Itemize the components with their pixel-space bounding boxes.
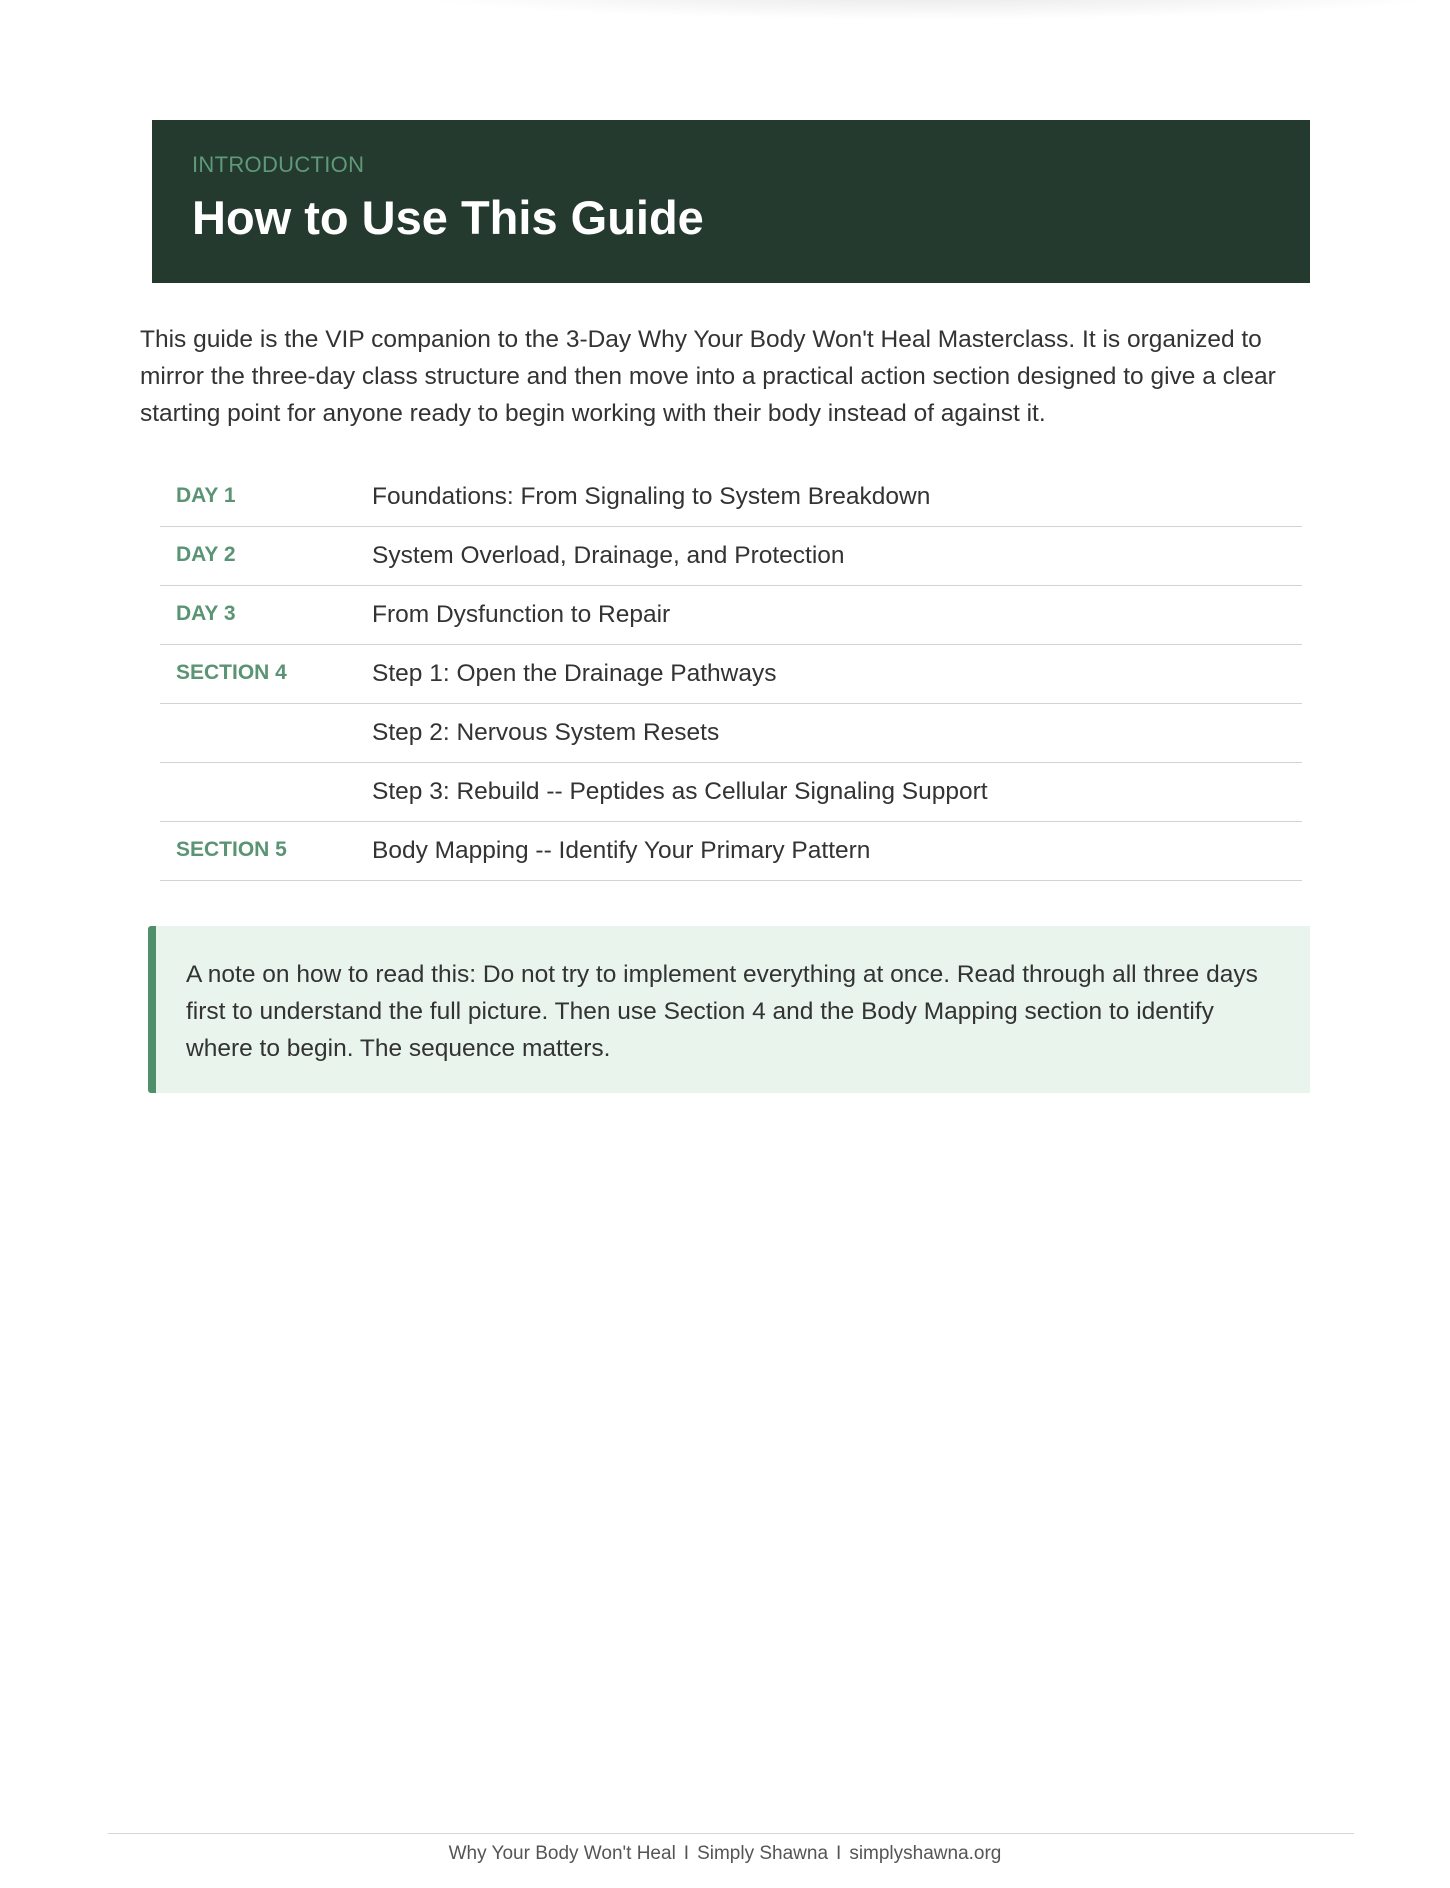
guide-structure-table <box>160 468 1302 881</box>
footer-author: Simply Shawna <box>697 1843 829 1864</box>
row-label: DAY 3 <box>176 602 236 625</box>
row-title: Step 1: Open the Drainage Pathways <box>372 660 777 687</box>
row-title: Step 2: Nervous System Resets <box>372 719 720 746</box>
row-label <box>160 763 372 779</box>
section-eyebrow: INTRODUCTION <box>192 152 365 177</box>
row-title: From Dysfunction to Repair <box>372 601 671 628</box>
page-footer <box>0 1842 1450 1866</box>
row-label <box>160 704 372 720</box>
table-row <box>160 704 1302 763</box>
table-row <box>160 586 1302 645</box>
row-label: SECTION 5 <box>176 838 287 861</box>
row-label: DAY 2 <box>176 543 236 566</box>
row-title: Step 3: Rebuild -- Peptides as Cellular Signaling Support <box>372 778 988 805</box>
table-row <box>160 468 1302 527</box>
row-label: DAY 1 <box>176 484 236 507</box>
top-shadow <box>380 0 1450 20</box>
footer-divider <box>108 1833 1354 1834</box>
footer-guide-name: Why Your Body Won't Heal <box>448 1843 676 1864</box>
row-title: Body Mapping -- Identify Your Primary Pattern <box>372 837 871 864</box>
table-row <box>160 763 1302 822</box>
section-header <box>152 120 1310 283</box>
row-title: System Overload, Drainage, and Protection <box>372 542 845 569</box>
table-row <box>160 822 1302 881</box>
reading-note-callout: A note on how to read this: Do not try to implement everything at once. Read through all three days first to understand the full picture. Then use Section 4 and the Body Mapping section to identify where to begin. The sequence matters. <box>148 926 1310 1093</box>
page-title: How to Use This Guide <box>192 191 704 244</box>
table-row <box>160 645 1302 704</box>
footer-website: simplyshawna.org <box>849 1843 1002 1864</box>
intro-paragraph: This guide is the VIP companion to the 3-Day Why Your Body Won't Heal Masterclass. It is organized to mirror the three-day class structure and then move into a practical action section designed to give a clear starting point for anyone ready to begin working with their body instead of against it. <box>140 326 1276 427</box>
footer-separator: I <box>683 1843 690 1864</box>
row-label: SECTION 4 <box>176 661 287 684</box>
row-title: Foundations: From Signaling to System Breakdown <box>372 483 931 510</box>
footer-separator: I <box>836 1843 842 1864</box>
table-row <box>160 527 1302 586</box>
